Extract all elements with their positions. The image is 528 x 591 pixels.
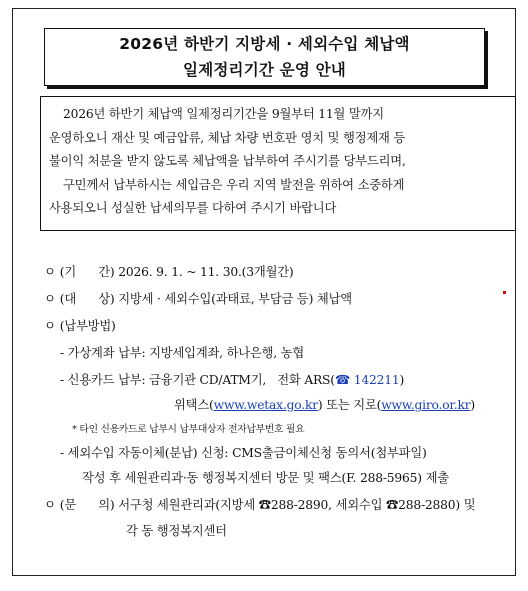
intro-box [40, 96, 516, 231]
inquiry-line-2: 각 동 행정복지센터 [126, 524, 227, 538]
giro-link[interactable]: www.giro.or.kr [381, 398, 471, 412]
target-label: (대 상) [59, 292, 115, 306]
intro-line-1: 2026년 하반기 체납액 일제정리기간을 9월부터 11월 말까지 [63, 107, 384, 121]
card-prefix: - 신용카드 납부: 금융기관 CD/ATM기, 전화 ARS( [60, 373, 335, 387]
ars-number: 142211 [353, 373, 400, 387]
period-value: 2026. 9. 1. ~ 11. 30.(3개월간) [118, 265, 294, 279]
auto-transfer-line-2: 작성 후 세원관리과·동 행정복지센터 방문 및 팩스(F. 288-5965) 제출 [82, 471, 449, 485]
red-dot-mark [503, 291, 506, 294]
inquiry-item [44, 496, 475, 514]
target-item [44, 290, 352, 308]
title-box [44, 28, 485, 86]
card-note: * 타인 신용카드로 납부시 납부대상자 전자납부번호 필요 [72, 424, 305, 435]
title-line-1: 2026년 하반기 지방세 · 세외수입 체납액 [119, 35, 410, 53]
circle-bullet-icon: ㅇ [44, 265, 56, 279]
intro-line-2: 운영하오니 재산 및 예금압류, 체납 차량 번호판 영치 및 행정제재 등 [49, 130, 406, 145]
web-prefix: 위택스( [174, 398, 214, 412]
auto-transfer-line-1: - 세외수입 자동이체(분납) 신청: CMS출금이체신청 동의서(첨부파일) [60, 446, 427, 460]
web-suffix: ) [470, 398, 476, 412]
methods-label: (납부방법) [59, 319, 116, 333]
circle-bullet-icon: ㅇ [44, 498, 56, 512]
target-value: 지방세 · 세외수입(과태료, 부담금 등) 체납액 [118, 292, 352, 306]
circle-bullet-icon: ㅇ [44, 292, 56, 306]
card-suffix: ) [399, 373, 405, 387]
intro-line-4: 구민께서 납부하시는 세입금은 우리 지역 발전을 위하여 소중하게 [63, 177, 405, 192]
web-line [174, 396, 475, 414]
virtual-account-line: - 가상계좌 납부: 지방세입계좌, 하나은행, 농협 [60, 346, 305, 360]
title-line-2: 일제정리기간 운영 안내 [183, 61, 346, 79]
intro-line-3: 불이익 처분을 받지 않도록 체납액을 납부하여 주시기를 당부드리며, [49, 154, 406, 168]
card-line [60, 371, 404, 389]
intro-line-5: 사용되오니 성실한 납세의무를 다하여 주시기 바랍니다 [49, 201, 337, 215]
inquiry-line-1: 서구청 세원관리과(지방세 ☎288-2890, 세외수입 ☎288-2880) 및 [118, 498, 476, 512]
methods-item [44, 317, 116, 335]
circle-bullet-icon: ㅇ [44, 319, 56, 333]
period-item [44, 263, 294, 281]
wetax-link[interactable]: www.wetax.go.kr [213, 398, 318, 412]
inquiry-label: (문 의) [59, 498, 115, 512]
web-middle: ) 또는 지로( [317, 398, 382, 412]
phone-icon: ☎ [334, 373, 350, 387]
period-label: (기 간) [59, 265, 115, 279]
